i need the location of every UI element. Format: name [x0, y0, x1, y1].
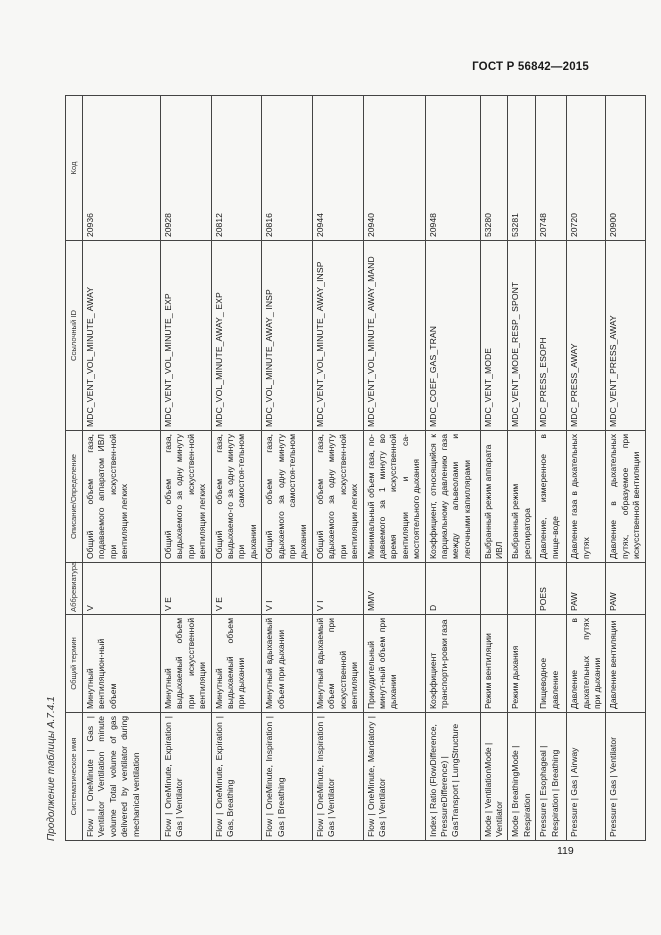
code-cell: 20936 [83, 96, 161, 241]
reference-id-cell: MDC_PRESS_ESOPH [536, 241, 567, 431]
reference-id-cell: MDC_VENT_MODE [480, 241, 508, 431]
reference-id-cell: MDC_COEF_GAS_TRAN [425, 241, 480, 431]
systematic-name-cell: Mode | BreathingMode | Respiration [508, 713, 536, 841]
code-cell: 20940 [363, 96, 425, 241]
common-term-cell: Минутный выдыхаемый объем при дыхании [211, 615, 262, 713]
abbreviation-cell: V [83, 563, 161, 615]
table-caption: Продолжение таблицы А.7.4.1 [46, 696, 57, 841]
common-term-cell: Режим вентиляции [480, 615, 508, 713]
abbreviation-cell: MMV [363, 563, 425, 615]
description-cell: Общий объем газа, подаваемого аппаратом ИВЛ при искусствен-ной вентиляции легких [83, 431, 161, 563]
abbreviation-cell [480, 563, 508, 615]
column-header: Ссылочный ID [66, 241, 83, 431]
reference-id-cell: MDC_VENT_MODE_RESP_ SPONT [508, 241, 536, 431]
reference-id-cell: MDC_VENT_VOL_MINUTE_ AWAY_INSP [312, 241, 363, 431]
systematic-name-cell: Flow | OneMinute, Inspiration | Gas | Breathing [262, 713, 313, 841]
abbreviation-cell: V I [262, 563, 313, 615]
table-row [567, 96, 606, 841]
code-cell: 20928 [161, 96, 212, 241]
table-row [606, 96, 645, 841]
table-row [480, 96, 508, 841]
column-header: Общий термин [66, 615, 83, 713]
description-cell: Общий объем газа, вдыхаемого за одну минуту при искусствен-ной вентиляции легких [312, 431, 363, 563]
description-cell: Общий объем газа, выдыхаемо-го за одну минуту при самостоя-тельном дыхании [211, 431, 262, 563]
systematic-name-cell: Flow | OneMinute | Gas | Ventilator Ventilation minute volume Total volume of gas delivered by ventilator during mechanical ventilation [83, 713, 161, 841]
code-cell: 53280 [480, 96, 508, 241]
description-cell: Давление в дыхательных путях, образуемое при искусственной вентиляции [606, 431, 645, 563]
page-number: 119 [557, 845, 574, 857]
code-cell: 20948 [425, 96, 480, 241]
systematic-name-cell: Flow | OneMinute, Expiration | Gas, Breathing [211, 713, 262, 841]
common-term-cell: Принудительный минут-ный объем при дыхании [363, 615, 425, 713]
description-cell: Минимальный объем газа, по-даваемого за 1 минуту во время искусственной вентиляции и са-мостоятельного дыхания [363, 431, 425, 563]
description-cell: Давление, измеренное в пище-воде [536, 431, 567, 563]
table-header-row [66, 96, 83, 841]
column-header: Код [66, 96, 83, 241]
abbreviation-cell: V E [211, 563, 262, 615]
common-term-cell: Пищеводное давление [536, 615, 567, 713]
table-row [211, 96, 262, 841]
table-row [425, 96, 480, 841]
systematic-name-cell: Flow | OneMinute, Inspiration | Gas | Ventilator [312, 713, 363, 841]
common-term-cell: Минутный вентиляцион-ный объем [83, 615, 161, 713]
reference-id-cell: MDC_VOL_MINUTE_AWAY_ INSP [262, 241, 313, 431]
reference-id-cell: MDC_VOL_MINUTE_AWAY_ EXP [211, 241, 262, 431]
systematic-name-cell: Flow | OneMinute, Mandatory | Gas | Ventilator [363, 713, 425, 841]
code-cell: 20944 [312, 96, 363, 241]
description-cell: Общий объем газа, вдыхаемого за одну минуту при самостоя-тельном дыхании [262, 431, 313, 563]
rotated-content [44, 96, 642, 841]
abbreviation-cell: PAW [606, 563, 645, 615]
code-cell: 20720 [567, 96, 606, 241]
systematic-name-cell: Pressure | Gas | Ventilator [606, 713, 645, 841]
rotated-table-area [44, 96, 642, 841]
reference-id-cell: MDC_VENT_PRESS_AWAY [606, 241, 645, 431]
code-cell: 20812 [211, 96, 262, 241]
description-cell: Давление газа в дыхательных путях [567, 431, 606, 563]
reference-id-cell: MDC_VENT_VOL_MINUTE_ AWAY [83, 241, 161, 431]
abbreviation-cell: PAW [567, 563, 606, 615]
column-header: Описание/Определение [66, 431, 83, 563]
code-cell: 20748 [536, 96, 567, 241]
description-cell: Общий объем газа, выдыхаемого за одну минуту при искусствен-ной вентиляции легких [161, 431, 212, 563]
description-cell: Выбранный режим респиратора [508, 431, 536, 563]
description-cell: Коэффициент, относящийся к парциальному давлению газа между альвеолами и легочными капиллярами [425, 431, 480, 563]
standard-number: ГОСТ Р 56842—2015 [472, 61, 589, 73]
common-term-cell: Минутный выдыхаемый объем при искусственной вентиляции [161, 615, 212, 713]
common-term-cell: Давление вентиляции [606, 615, 645, 713]
systematic-name-cell: Pressure | Esophageal | Respiration | Breathing [536, 713, 567, 841]
code-cell: 20900 [606, 96, 645, 241]
description-cell: Выбранный режим аппарата ИВЛ [480, 431, 508, 563]
code-cell: 20816 [262, 96, 313, 241]
column-header: Систематическое имя [66, 713, 83, 841]
systematic-name-cell: Flow | OneMinute, Expiration | Gas | Ventilator [161, 713, 212, 841]
abbreviation-cell: V I [312, 563, 363, 615]
terms-table [65, 95, 646, 841]
abbreviation-cell [508, 563, 536, 615]
common-term-cell: Давление в дыхательных путях при дыхании [567, 615, 606, 713]
table-row [262, 96, 313, 841]
systematic-name-cell: Pressure | Gas | Airway [567, 713, 606, 841]
common-term-cell: Коэффициент транспорти-ровки газа [425, 615, 480, 713]
common-term-cell: Минутный вдыхаемый объем при искусственной вентиляции [312, 615, 363, 713]
abbreviation-cell: POES [536, 563, 567, 615]
common-term-cell: Режим дыхания [508, 615, 536, 713]
column-header: Аббревиатура [66, 563, 83, 615]
systematic-name-cell: Mode | VentilationMode | Ventilator [480, 713, 508, 841]
reference-id-cell: MDC_VENT_VOL_MINUTE_ EXP [161, 241, 212, 431]
table-row [312, 96, 363, 841]
table-row [508, 96, 536, 841]
systematic-name-cell: Index | Ratio (FlowDifference, PressureDifference) | GasTransport | LungStructure [425, 713, 480, 841]
table-row [536, 96, 567, 841]
table-row [363, 96, 425, 841]
table-row [161, 96, 212, 841]
code-cell: 53281 [508, 96, 536, 241]
reference-id-cell: MDC_PRESS_AWAY [567, 241, 606, 431]
abbreviation-cell: D [425, 563, 480, 615]
abbreviation-cell: V E [161, 563, 212, 615]
table-row [83, 96, 161, 841]
common-term-cell: Минутный вдыхаемый объем при дыхании [262, 615, 313, 713]
reference-id-cell: MDC_VENT_VOL_MINUTE_ AWAY_MAND [363, 241, 425, 431]
